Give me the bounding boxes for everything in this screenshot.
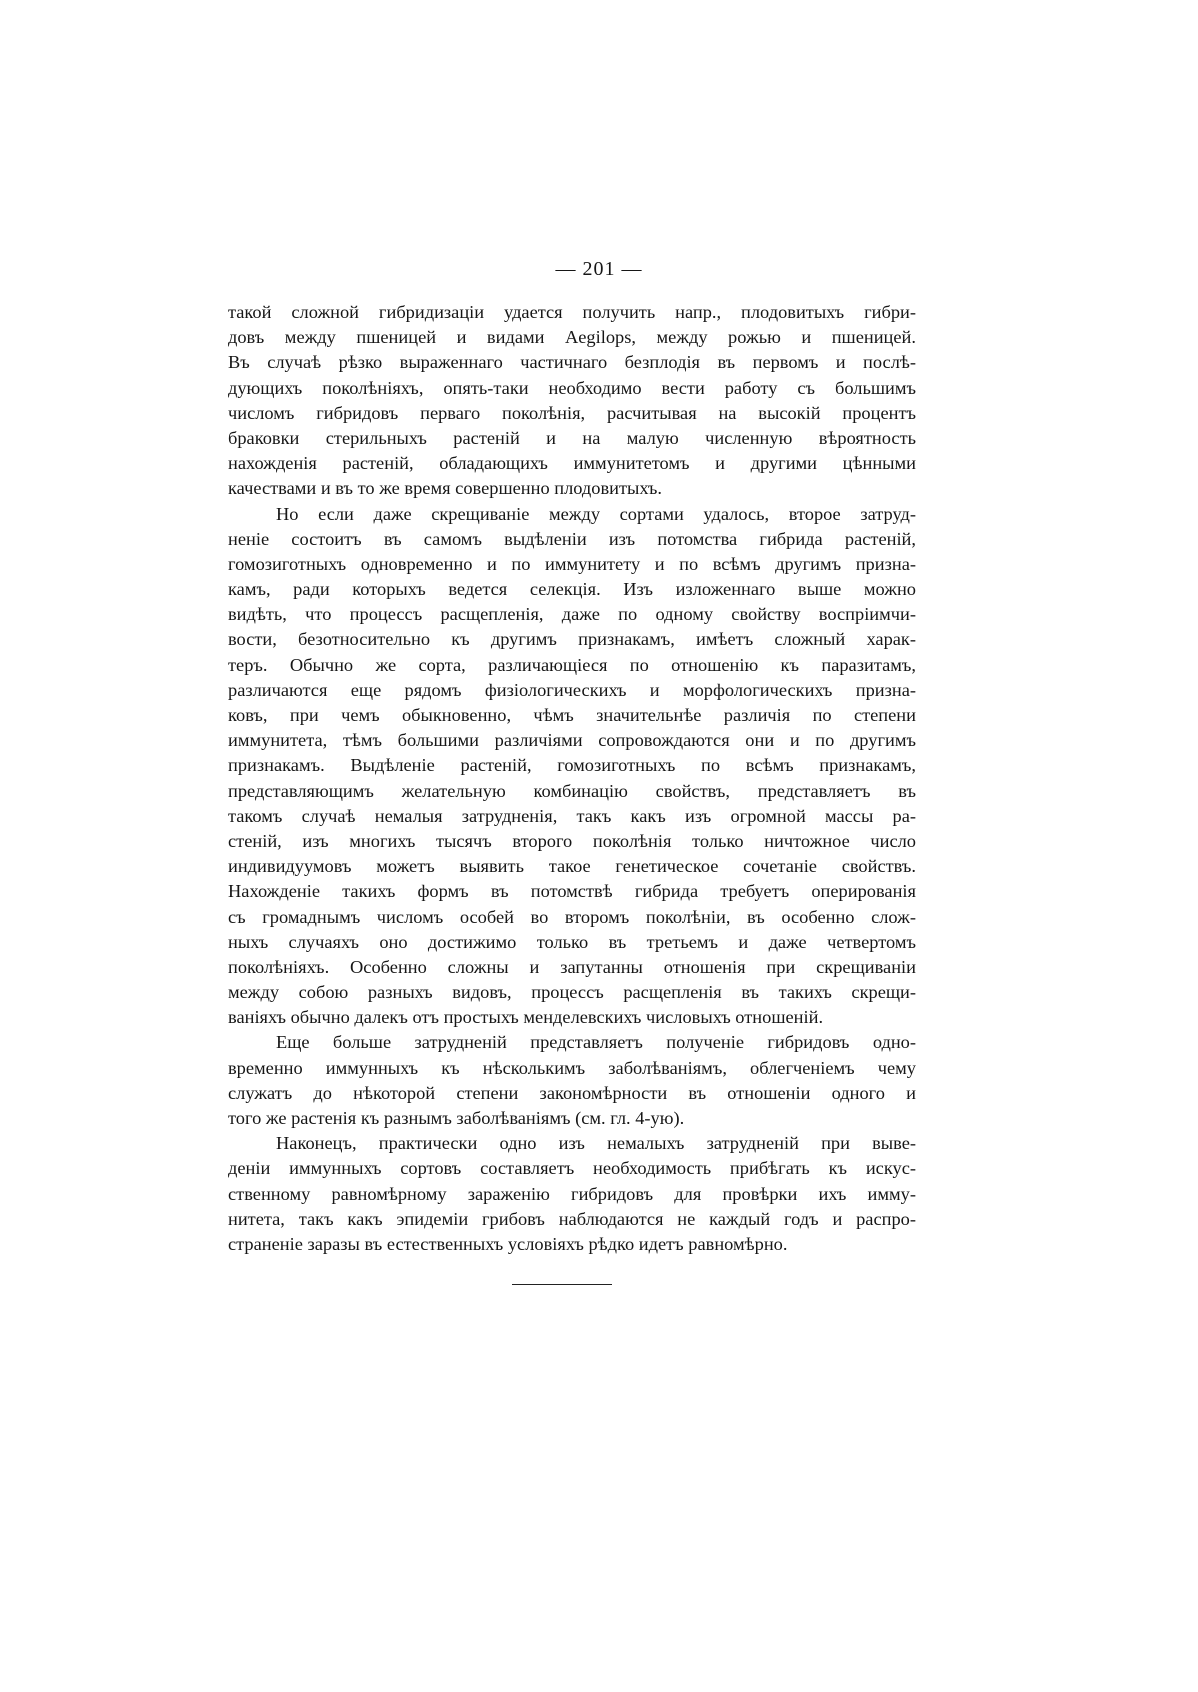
text-line: стеній, изъ многихъ тысячъ второго поколѣнія только ничтожное число xyxy=(228,830,916,851)
text-line: браковки стерильныхъ растеній и на малую численную вѣроятность xyxy=(228,427,916,448)
section-end-rule xyxy=(512,1284,612,1285)
text-line: иммунитета, тѣмъ большими различіями сопровождаются они и по другимъ xyxy=(228,730,916,751)
text-line: довъ между пшеницей и видами Aegilops, между рожью и пшеницей. xyxy=(228,327,916,348)
text-line: числомъ гибридовъ перваго поколѣнія, расчитывая на высокій процентъ xyxy=(228,402,916,423)
text-line: индивидуумовъ можетъ выявить такое генетическое сочетаніе свойствъ. xyxy=(228,856,916,877)
text-line: ныхъ случаяхъ оно достижимо только въ третьемъ и даже четвертомъ xyxy=(228,931,916,952)
text-line: видѣть, что процессъ расщепленія, даже по одному свойству воспріимчи- xyxy=(228,604,916,625)
text-line: такой сложной гибридизаціи удается получить напр., плодовитыхъ гибри- xyxy=(228,302,916,322)
text-line: представляющимъ желательную комбинацію свойствъ, представляетъ въ xyxy=(228,780,916,801)
text-line: деніи иммунныхъ сортовъ составляетъ необходимость прибѣгать къ искус- xyxy=(228,1158,916,1179)
text-line: такомъ случаѣ немалыя затрудненія, такъ какъ изъ огромной массы ра- xyxy=(228,805,916,826)
text-line: неніе состоитъ въ самомъ выдѣленіи изъ потомства гибрида растеній, xyxy=(228,528,916,549)
text-line: служатъ до нѣкоторой степени закономѣрности въ отношеніи одного и xyxy=(228,1082,916,1103)
text-line: нахожденія растеній, обладающихъ иммунитетомъ и другими цѣнными xyxy=(228,453,916,474)
text-line: страненіе заразы въ естественныхъ условіяхъ рѣдко идетъ равномѣрно. xyxy=(228,1233,788,1254)
text-line: различаются еще рядомъ физіологическихъ и морфологическихъ призна- xyxy=(228,679,916,700)
text-line: того же растенія къ разнымъ заболѣваніямъ (см. гл. 4-ую). xyxy=(228,1108,685,1128)
text-line: Нахожденіе такихъ формъ въ потомствѣ гибрида требуетъ оперированія xyxy=(228,881,916,902)
text-line: дующихъ поколѣніяхъ, опять-таки необходимо вести работу съ большимъ xyxy=(228,377,916,398)
text-line: нитета, такъ какъ эпидеміи грибовъ наблюдаются не каждый годъ и распро- xyxy=(228,1208,916,1229)
text-line: Наконецъ, практически одно изъ немалыхъ затрудненій при выве- xyxy=(276,1133,916,1154)
body-text xyxy=(228,300,916,1257)
text-line: теръ. Обычно же сорта, различающіеся по отношенію къ паразитамъ, xyxy=(228,654,916,675)
page-number: — 201 — xyxy=(555,258,643,280)
text-line: качествами и въ то же время совершенно плодовитыхъ. xyxy=(228,478,663,499)
text-line: Но если даже скрещиваніе между сортами удалось, второе затруд- xyxy=(276,503,916,524)
text-line: гомозиготныхъ одновременно и по иммунитету и по всѣмъ другимъ призна- xyxy=(228,553,916,574)
text-line: временно иммунныхъ къ нѣсколькимъ заболѣваніямъ, облегченіемъ чему xyxy=(228,1057,916,1078)
text-line: Въ случаѣ рѣзко выраженнаго частичнаго безплодія въ первомъ и послѣ- xyxy=(228,352,916,373)
text-line: камъ, ради которыхъ ведется селекція. Изъ изложеннаго выше можно xyxy=(228,579,916,600)
text-line: съ громаднымъ числомъ особей во второмъ поколѣніи, въ особенно слож- xyxy=(228,906,916,927)
text-line: ственному равномѣрному зараженію гибридовъ для провѣрки ихъ имму- xyxy=(228,1183,916,1204)
text-line: вости, безотносительно къ другимъ признакамъ, имѣетъ сложный харак- xyxy=(228,629,916,650)
text-line: ковъ, при чемъ обыкновенно, чѣмъ значительнѣе различія по степени xyxy=(228,705,916,725)
text-line: поколѣніяхъ. Особенно сложны и запутанны отношенія при скрещиваніи xyxy=(228,956,916,977)
text-line: ваніяхъ обычно далекъ отъ простыхъ менделевскихъ числовыхъ отношеній. xyxy=(228,1007,824,1028)
text-line: признакамъ. Выдѣленіе растеній, гомозиготныхъ по всѣмъ признакамъ, xyxy=(228,755,916,776)
text-line: между собою разныхъ видовъ, процессъ расщепленія въ такихъ скрещи- xyxy=(228,982,916,1003)
text-line: Еще больше затрудненій представляетъ полученіе гибридовъ одно- xyxy=(276,1032,916,1053)
